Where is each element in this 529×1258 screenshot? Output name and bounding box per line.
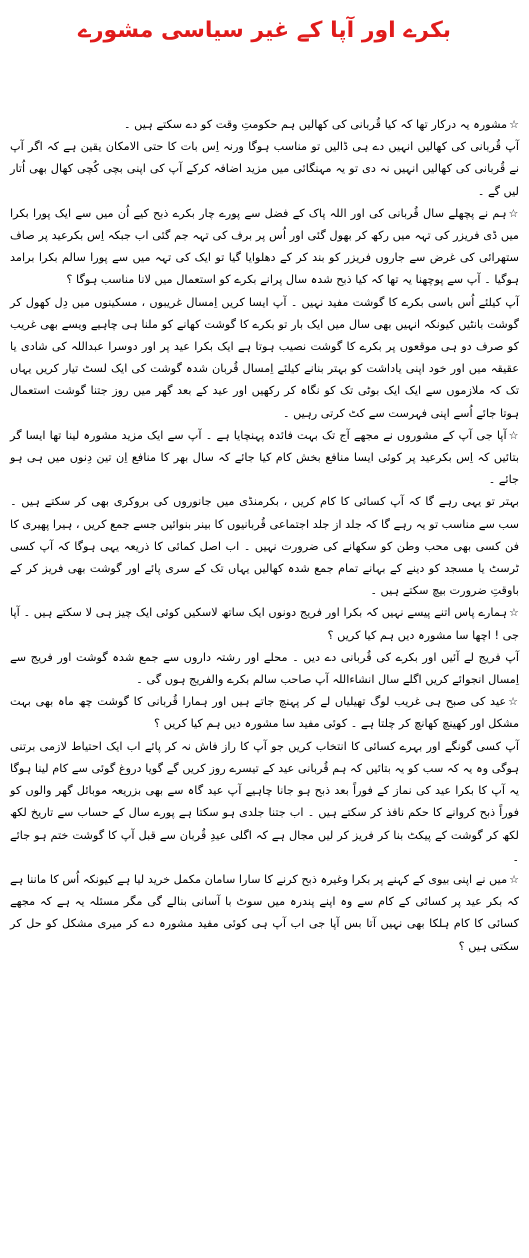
star-icon: ☆ [508,695,519,709]
paragraph-text: ہمارے پاس اتنے پیسے نہیں کہ بکرا اور فریج دونوں ایک ساتھ لاسکیں کوئی ایک چیز ہی لا سکتے ہیں ۔ آپا جی ! اچھا سا مشورہ دیں ہم کیا کریں ؟ [10,606,519,642]
paragraph [10,425,519,492]
paragraph-text: آپ قُربانی کی کھالیں انہیں دے ہی ڈالیں تو مناسب ہوگا ورنہ اِس بات کا حتی الامکان یقین ہے کہ اگر آپ نے قُربانی کی کھالیں انہیں نہ دی تو یہ مہنگائی میں مزید اضافہ کرکے آپ کی اپنی بچی کُچی کھال بھی اُتار لیں گے ۔ [10,140,519,198]
paragraph-text: عید کی صبح ہی غریب لوگ تھیلیاں لے کر پہنچ جاتے ہیں اور ہمارا قُربانی کا گوشت چھ ماہ بھی بہت مشکل اور کھینچ کھانچ کر چلتا ہے ۔ کوئی مفید سا مشورہ دیں ہم کیا کریں ؟ [10,695,519,731]
paragraph-text: مشورہ یہ درکار تھا کہ کیا قُربانی کی کھالیں ہم حکومتِ وقت کو دے سکتے ہیں ۔ [123,118,508,131]
paragraph-text: میں نے اپنی بیوی کے کہنے پر بکرا وغیرہ ذبح کرنے کا سارا سامان مکمل خرید لیا ہے کیونکہ اُس کا ماننا ہے کہ بکر عید پر کسائی کے کام سے وہ اپنے پندرہ میں سوٹ با آسانی بنالے گی مگر مسئلہ یہ ہے کہ مجھے کسائی کا کام ہلکا بھی نہیں آتا بس آپا جی اب آپ ہی کوئی مفید مشورہ دے کر میری مشکل کو حل کر سکتی ہیں ؟ [10,872,519,953]
star-icon: ☆ [509,118,519,131]
article-body [10,114,519,958]
paragraph [10,203,519,292]
paragraph [10,869,519,958]
article-title: بکرے اور آپا کے غیر سیاسی مشورے [77,18,452,43]
paragraph-text: ہم نے پچھلے سال قُربانی کی اور اللہ پاک کے فضل سے پورے چار بکرے ذبح کیے اُن میں سے ایک پورا بکرا میں ڈی فریزر کی تہہ میں رکھ کر بھول گئی اور اُس پر برف کی تہہ جم گئی اب جبکہ اِس بکرعید پر صاف ستھرائی کی غرض سے جاروں فریزر کو بند کر کے دھلوایا گیا تو ایک کی تہہ میں سے پورا سالم بکرا برامد ہوگیا ۔ آپ سے پوچھنا یہ تھا کہ کیا ذبح شدہ سال پرانے بکرے کو استعمال میں لانا مناسب ہوگا ؟ [10,206,519,287]
paragraph [10,736,519,869]
star-icon: ☆ [508,428,519,442]
paragraph-text: بہتر تو یہی رہے گا کہ آپ کسائی کا کام کریں ، بکرمنڈی میں جانوروں کی بروکری بھی کر سکتے ہیں ۔ سب سے مناسب تو یہ رہے گا کہ جلد از جلد اجتماعی قُربانیوں کا بینر بنوائیں جسے جمع کریں ، ہیرا پھیری کا فن کسی بھی محب وطن کو سکھانے کی ضرورت نہیں ۔ اب اصل کمائی کا ذریعہ یہی ہوگا کہ آپ کسی ٹرسٹ یا مسجد کو دینے کے بہانے تمام جمع شدہ کھالیں یہاں تک کے سری پائے اور گوشت بھی فریز کر کے باوقتِ ضرورت بیچ سکتے ہیں ۔ [10,495,519,598]
paragraph [10,292,519,425]
paragraph [10,114,519,136]
paragraph-text: آپ فریج لے آئیں اور بکرے کی قُربانی دے دیں ۔ محلے اور رشتہ داروں سے جمع شدہ گوشت اور فریج سے اِمسال انجوائے کریں اگلے سال انشاءاللہ آپ صاحب سالم بکرے والفریج ہوں گی ۔ [10,650,519,687]
star-icon: ☆ [508,606,519,620]
star-icon: ☆ [509,872,519,886]
paragraph [10,136,519,203]
paragraph [10,602,519,646]
paragraph [10,647,519,691]
star-icon: ☆ [508,206,519,220]
paragraph-text: آپا جی آپ کے مشوروں نے مجھے آج تک بہت فائدہ پہنچایا ہے ۔ آپ سے ایک مزید مشورہ لینا تھا ایسا گر بتائیں کہ اِس بکرعید پر کوئی ایسا منافع بخش کام کیا جائے کہ سال بھر کا منافع اِن تین دِنوں میں ہی ہو جائے ۔ [10,428,519,487]
paragraph [10,491,519,602]
paragraph-text: آپ کسی گونگے اور بہرے کسائی کا انتخاب کریں جو آپ کا راز فاش نہ کر پائے اب ایک احتیاط لازمی برتنی ہوگی وہ یہ کہ سب کو یہ بتائیں کہ ہم قُربانی عید کے تیسرے روز کریں گے گویا دروغ گوئی سے کام لینا ہوگا یہ آپ کا بکرا عید کی نماز کے فوراً بعد ذبح ہو جانا چاہیے آپ عید گاہ سے بھی بزریعہ موبائل گھر والوں کو فوراً ذبح کروانے کا حکم نافذ کر سکتے ہیں ۔ اب جتنا جلدی ہو سکتا ہے پورے سال کے حساب سے تاریخ لکھ لکھ کر گوشت کے پیکٹ بنا کر فریز کر لیں مجال ہے کہ اگلی عیدِ قُربان سے قبل آپ کا گوشت ختم ہو جائے ۔ [10,739,519,864]
paragraph [10,691,519,735]
paragraph-text: آپ کیلئے اُس باسی بکرے کا گوشت مفید نہیں ۔ آپ ایسا کریں اِمسال غریبوں ، مسکینوں میں دِل کھول کر گوشت بانٹیں کیونکہ انہیں بھی سال میں ایک بار تو بکرے کا گوشت کھانے کو ملنا ہی چاہیے ویسے بھی غریب کو صرف دو ہی موقعوں پر بکرے کا گوشت نصیب ہوتا ہے ایک بکرا عید پر اور دوسرا عبداللہ کی شادی یا عقیقہ میں اور خود اپنی یاداشت کو بہتر بنانے کیلئے اِمسال قُربان شدہ گوشت کی ایک لسٹ تیار کریں یہاں تک کہ ملازموں سے ایک ایک بوٹی تک کو نگاہ کر رکھیں اور عید کے بعد گھر میں روز جتنا گوشت استعمال ہوتا جائے اُسے اپنی فہرست سے کٹ کرتی رہیں ۔ [10,295,519,420]
